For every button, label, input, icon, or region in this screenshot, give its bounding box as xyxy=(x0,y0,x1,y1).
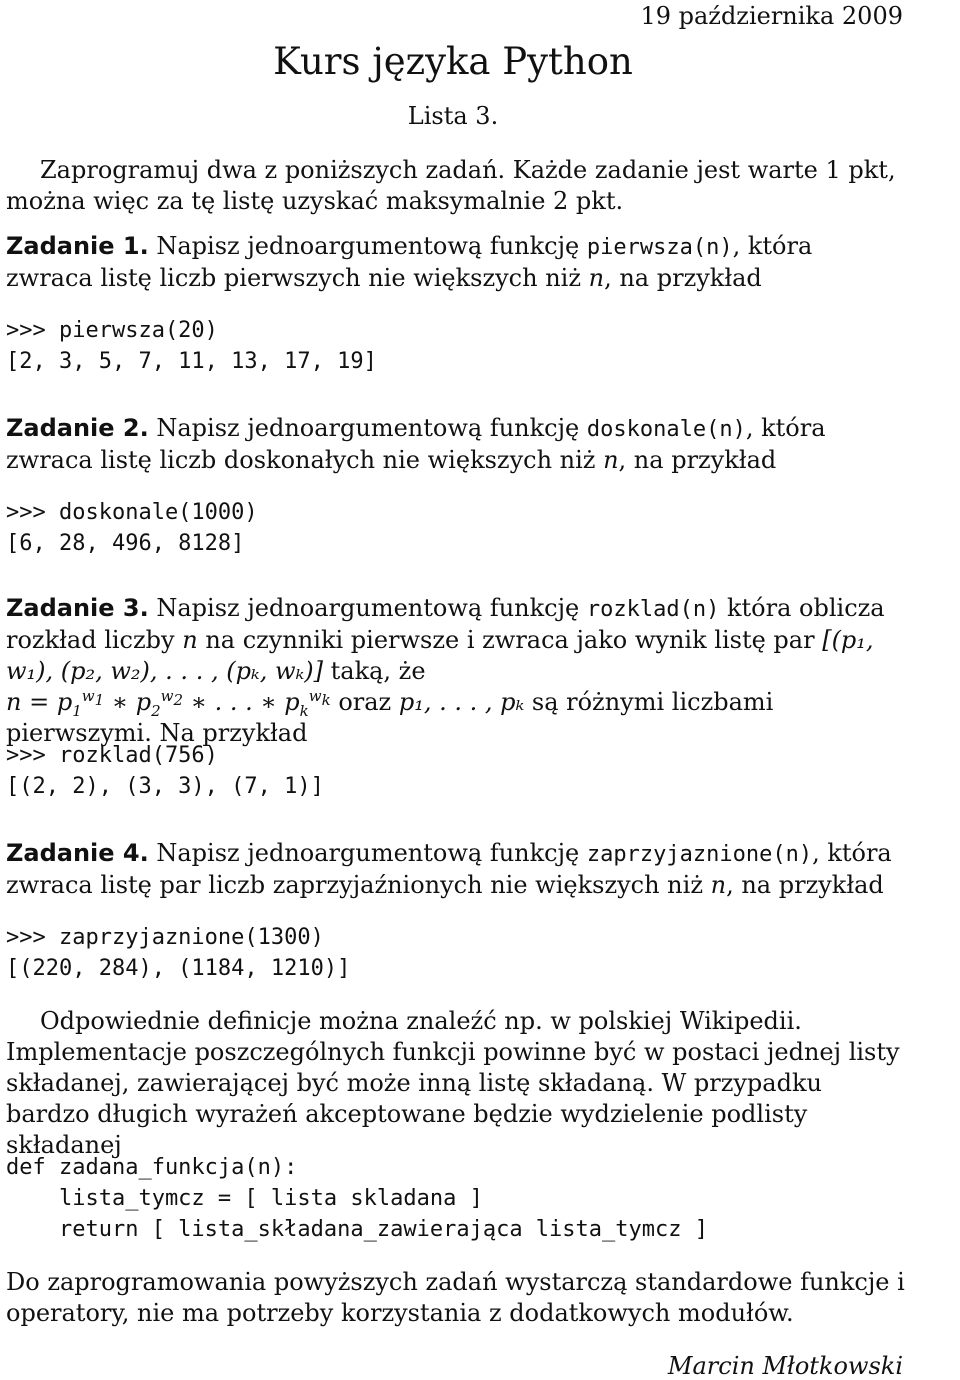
code-line: >>> zaprzyjaznione(1300) xyxy=(6,925,324,950)
task-3-pairs-formula: [(p₁, w₁), (p₂, w₂), . . . , (pₖ, wₖ)] xyxy=(6,626,874,685)
code-line: >>> rozklad(756) xyxy=(6,743,218,768)
task-2-code xyxy=(6,497,258,559)
task-2-heading: Zadanie 2. xyxy=(6,414,149,442)
task-2-function: doskonale(n) xyxy=(586,417,746,442)
example-code xyxy=(6,1152,708,1245)
date: 19 października 2009 xyxy=(640,2,903,30)
code-line: >>> pierwsza(20) xyxy=(6,318,218,343)
task-3-primes-formula: p₁, . . . , pₖ xyxy=(398,688,525,716)
task-2-text-after: , która zwraca listę liczb doskonałych nie większych niż xyxy=(6,414,826,474)
task-1-text-after: , która zwraca listę liczb pierwszych nie większych niż xyxy=(6,232,813,292)
task-1-code xyxy=(6,315,377,377)
task-4-text-after: , która zwraca listę par liczb zaprzyjaźnionych nie większych niż xyxy=(6,839,892,899)
code-line: [(220, 284), (1184, 1210)] xyxy=(6,956,351,981)
task-4-var: n xyxy=(710,871,727,899)
task-3-text-oraz: oraz xyxy=(338,688,392,716)
task-4-text-before: Napisz jednoargumentową funkcję xyxy=(156,839,580,867)
task-1 xyxy=(6,231,906,294)
task-2-text-before: Napisz jednoargumentową funkcję xyxy=(156,414,580,442)
task-1-text-end: , na przykład xyxy=(604,264,762,292)
closing-paragraph: Do zaprogramowania powyższych zadań wystarczą standardowe funkcje i operatory, nie ma potrzeby korzystania z dodatkowych modułów. xyxy=(6,1268,905,1327)
task-4-function: zaprzyjaznione(n) xyxy=(586,842,813,867)
code-line: [2, 3, 5, 7, 11, 13, 17, 19] xyxy=(6,349,377,374)
intro-paragraph: Zaprogramuj dwa z poniższych zadań. Każde zadanie jest warte 1 pkt, można więc za tę listę uzyskać maksymalnie 2 pkt. xyxy=(6,156,896,215)
code-line: >>> doskonale(1000) xyxy=(6,500,258,525)
task-2 xyxy=(6,413,906,476)
task-1-heading: Zadanie 1. xyxy=(6,232,149,260)
code-line: def zadana_funkcja(n): xyxy=(6,1155,298,1180)
task-3-heading: Zadanie 3. xyxy=(6,594,149,622)
task-1-var: n xyxy=(588,264,605,292)
code-line: lista_tymcz = [ lista skladana ] xyxy=(6,1186,483,1211)
notes-paragraph: Odpowiednie definicje można znaleźć np. w polskiej Wikipedii. Implementacje poszczególnych funkcji powinne być w postaci jednej listy składanej, zawierającej być może inną listę składaną. W przypadku bardzo długich wyrażeń akceptowane będzie wydzielenie podlisty składanej xyxy=(6,1007,900,1159)
author-signature: Marcin Młotkowski xyxy=(667,1352,903,1380)
task-4-heading: Zadanie 4. xyxy=(6,839,149,867)
task-3-var: n xyxy=(182,626,198,654)
task-1-text-before: Napisz jednoargumentową funkcję xyxy=(156,232,580,260)
task-1-function: pierwsza(n) xyxy=(586,235,733,260)
task-3-factor-formula: $n = p_1^{w_1}$ ∗ $p_2^{w_2}$ ∗ . . . ∗ $p_k^{w_k}$ xyxy=(6,687,331,720)
task-3 xyxy=(6,593,906,749)
task-3-code xyxy=(6,740,324,802)
code-line: [6, 28, 496, 8128] xyxy=(6,531,245,556)
task-3-text-suchthat: taką, że xyxy=(330,657,426,685)
task-4-code xyxy=(6,922,350,984)
task-4-text-end: , na przykład xyxy=(726,871,884,899)
task-3-text-after: która oblicza rozkład liczby xyxy=(6,594,885,654)
list-label: Lista 3. xyxy=(407,102,499,130)
page-title: Kurs języka Python xyxy=(273,40,633,83)
code-line: [(2, 2), (3, 3), (7, 1)] xyxy=(6,774,324,799)
task-3-function: rozklad(n) xyxy=(586,597,720,622)
task-3-text-mid: na czynniki pierwsze i zwraca jako wynik listę par xyxy=(205,626,815,654)
task-3-text-before: Napisz jednoargumentową funkcję xyxy=(156,594,580,622)
task-2-var: n xyxy=(603,446,619,474)
task-2-text-end: , na przykład xyxy=(618,446,777,474)
task-3-text-end: są różnymi liczbami pierwszymi. Na przykład xyxy=(6,688,774,747)
task-4 xyxy=(6,838,906,901)
code-line: return [ lista_składana_zawierająca lista_tymcz ] xyxy=(6,1217,708,1242)
